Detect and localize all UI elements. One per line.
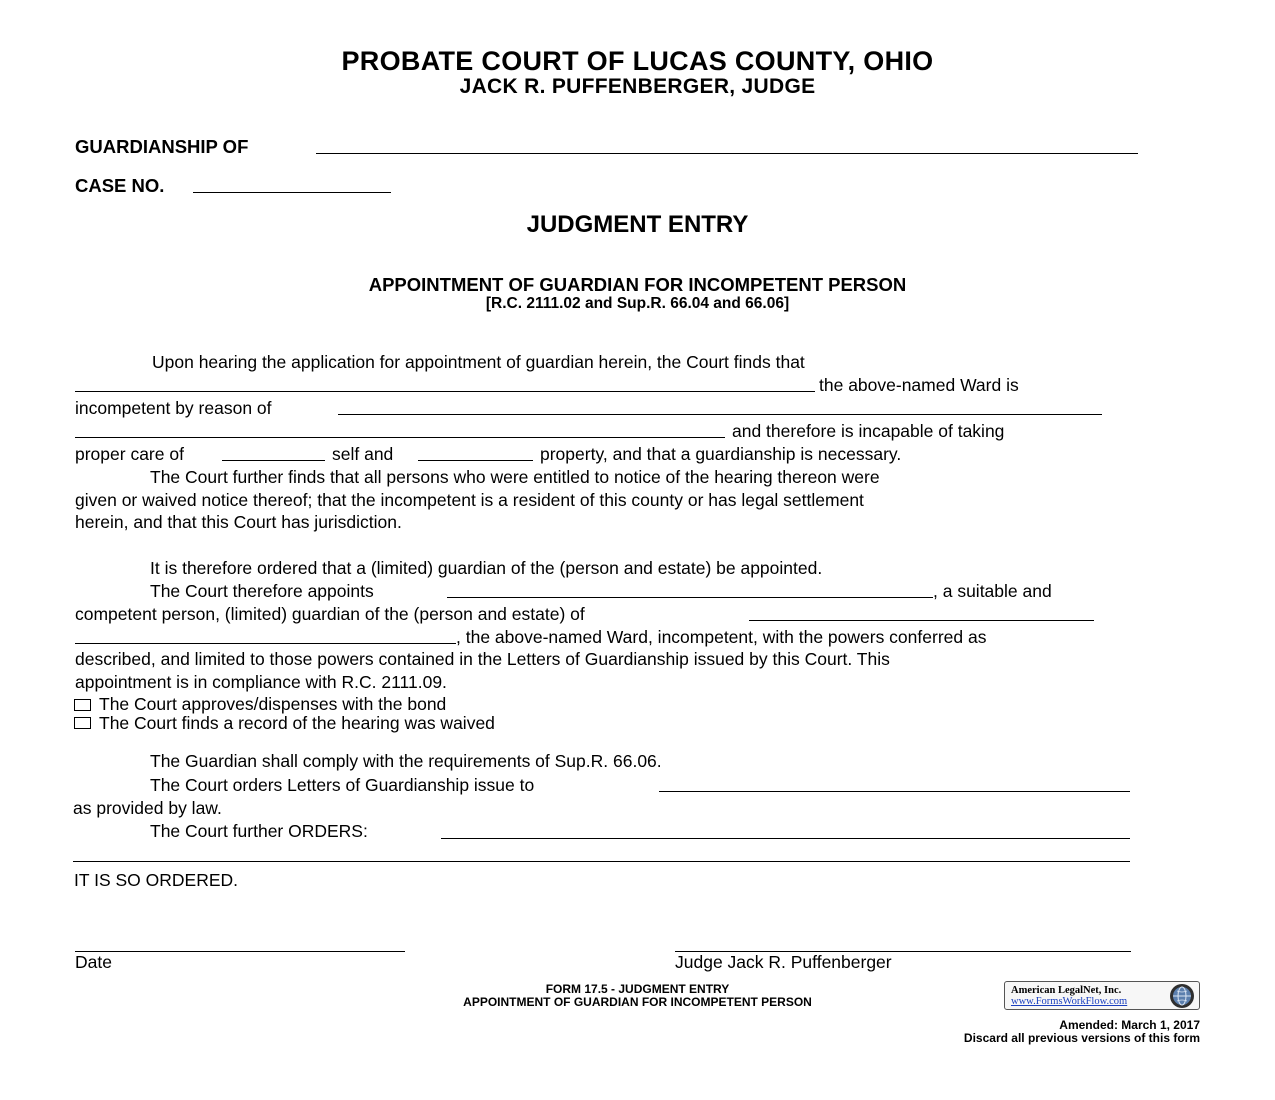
further-orders-field[interactable]	[441, 838, 1130, 839]
legalnet-logo[interactable]	[1004, 981, 1200, 1010]
form-number: FORM 17.5 - JUDGMENT ENTRY	[545, 982, 730, 996]
appoints-suffix-text: , a suitable and	[933, 581, 1052, 601]
ward-suffix-text: the above-named Ward is	[819, 375, 1019, 395]
care-property-field[interactable]	[418, 460, 533, 461]
ordered-text: It is therefore ordered that a (limited) guardian of the (person and estate) be appointed.	[150, 558, 823, 578]
further-orders-continued-field[interactable]	[73, 861, 1130, 862]
bond-checkbox[interactable]	[74, 699, 91, 711]
notice-line-1: The Court further finds that all persons who were entitled to notice of the hearing thereon were	[150, 467, 880, 487]
guardianship-label: GUARDIANSHIP OF	[75, 136, 249, 157]
logo-company-name: American LegalNet, Inc.	[1011, 985, 1122, 996]
care-property-text: property, and that a guardianship is necessary.	[540, 444, 902, 464]
findings-blank-field[interactable]	[75, 391, 815, 392]
hearing-waived-checkbox[interactable]	[74, 717, 91, 729]
document-title: JUDGMENT ENTRY	[526, 211, 749, 238]
case-no-label: CASE NO.	[75, 175, 165, 196]
notice-line-2: given or waived notice thereof; that the incompetent is a resident of this county or has legal settlement	[75, 490, 864, 510]
care-self-text: self and	[332, 444, 394, 464]
court-name: PROBATE COURT OF LUCAS COUNTY, OHIO	[341, 46, 934, 76]
bond-checkbox-label: The Court approves/dispenses with the bond	[99, 694, 447, 714]
ward-name-continued-field[interactable]	[75, 643, 456, 644]
guardianship-of-field[interactable]	[316, 153, 1138, 154]
care-prefix-text: proper care of	[75, 444, 184, 464]
as-provided-text: as provided by law.	[73, 798, 222, 818]
amended-date: Amended: March 1, 2017	[1059, 1018, 1200, 1032]
case-no-field[interactable]	[193, 192, 391, 193]
date-label: Date	[75, 952, 112, 972]
findings-intro: Upon hearing the application for appointment of guardian herein, the Court finds that	[152, 352, 805, 372]
form-name: APPOINTMENT OF GUARDIAN FOR INCOMPETENT PERSON	[463, 995, 812, 1009]
document-subtitle: APPOINTMENT OF GUARDIAN FOR INCOMPETENT PERSON	[368, 274, 907, 295]
letters-recipient-field[interactable]	[659, 791, 1130, 792]
judge-name: JACK R. PUFFENBERGER, JUDGE	[459, 75, 816, 98]
hearing-waived-checkbox-label: The Court finds a record of the hearing was waived	[99, 713, 495, 733]
rule-reference: [R.C. 2111.02 and Sup.R. 66.04 and 66.06]	[485, 295, 790, 312]
reason-continued-field[interactable]	[75, 437, 725, 438]
guardian-name-field[interactable]	[447, 597, 933, 598]
ward-powers-text: , the above-named Ward, incompetent, with the powers conferred as	[456, 627, 987, 647]
comply-text: The Guardian shall comply with the requirements of Sup.R. 66.06.	[150, 751, 662, 771]
so-ordered-text: IT IS SO ORDERED.	[74, 870, 239, 890]
notice-line-3: herein, and that this Court has jurisdiction.	[75, 512, 402, 532]
logo-url-link[interactable]: www.FormsWorkFlow.com	[1011, 996, 1128, 1007]
appoints-prefix-text: The Court therefore appoints	[150, 581, 374, 601]
reason-field[interactable]	[338, 414, 1102, 415]
described-text: described, and limited to those powers contained in the Letters of Guardianship issued by this Court. This	[75, 649, 890, 669]
date-signature-line[interactable]	[75, 951, 405, 952]
care-self-field[interactable]	[222, 460, 325, 461]
competent-prefix-text: competent person, (limited) guardian of the (person and estate) of	[75, 604, 585, 624]
further-orders-prefix: The Court further ORDERS:	[150, 821, 368, 841]
judge-signature-label: Judge Jack R. Puffenberger	[675, 952, 892, 972]
globe-icon	[1169, 983, 1195, 1009]
reason-prefix-text: incompetent by reason of	[75, 398, 272, 418]
compliance-text: appointment is in compliance with R.C. 2111.09.	[75, 672, 447, 692]
discard-notice: Discard all previous versions of this form	[963, 1031, 1200, 1045]
ward-name-field[interactable]	[749, 620, 1094, 621]
letters-prefix-text: The Court orders Letters of Guardianship issue to	[150, 775, 535, 795]
incapable-text: and therefore is incapable of taking	[732, 421, 1005, 441]
